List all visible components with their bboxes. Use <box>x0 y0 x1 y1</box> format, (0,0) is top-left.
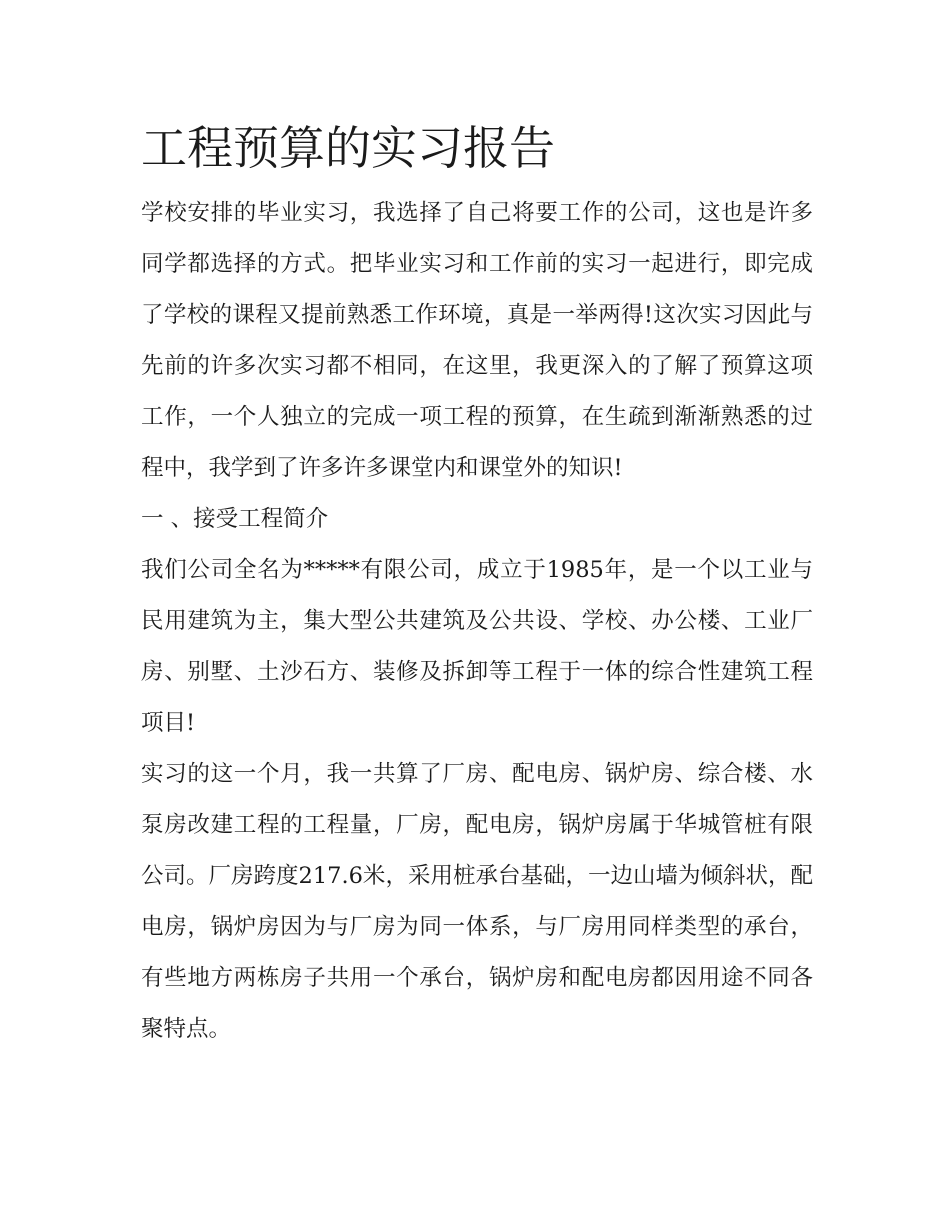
internship-work-paragraph: 实习的这一个月，我一共算了厂房、配电房、锅炉房、综合楼、水泵房改建工程的工程量，厂房，配电房，锅炉房属于华城管桩有限公司。厂房跨度217.6米，采用桩承台基础，一边山墙为倾斜状，配电房，锅炉房因为与厂房为同一体系，与厂房用同样类型的承台，有些地方两栋房子共用一个承台，锅炉房和配电房都因用途不同各聚特点。 <box>141 761 813 1042</box>
company-intro-paragraph: 我们公司全名为*****有限公司，成立于1985年，是一个以工业与民用建筑为主，集大型公共建筑及公共设、学校、办公楼、工业厂房、别墅、土沙石方、装修及拆卸等工程于一体的综合性建筑工程项目! <box>141 557 813 736</box>
intro-paragraph: 学校安排的毕业实习，我选择了自己将要工作的公司，这也是许多同学都选择的方式。把毕业实习和工作前的实习一起进行，即完成了学校的课程又提前熟悉工作环境，真是一举两得!这次实习因此与先前的许多次实习都不相同，在这里，我更深入的了解了预算这项工作，一个人独立的完成一项工程的预算，在生疏到渐渐熟悉的过程中，我学到了许多许多课堂内和课堂外的知识! <box>141 200 813 481</box>
section-heading: 一 、接受工程简介 <box>141 506 329 532</box>
document-title: 工程预算的实习报告 <box>141 121 555 175</box>
document-body <box>141 108 813 1055</box>
